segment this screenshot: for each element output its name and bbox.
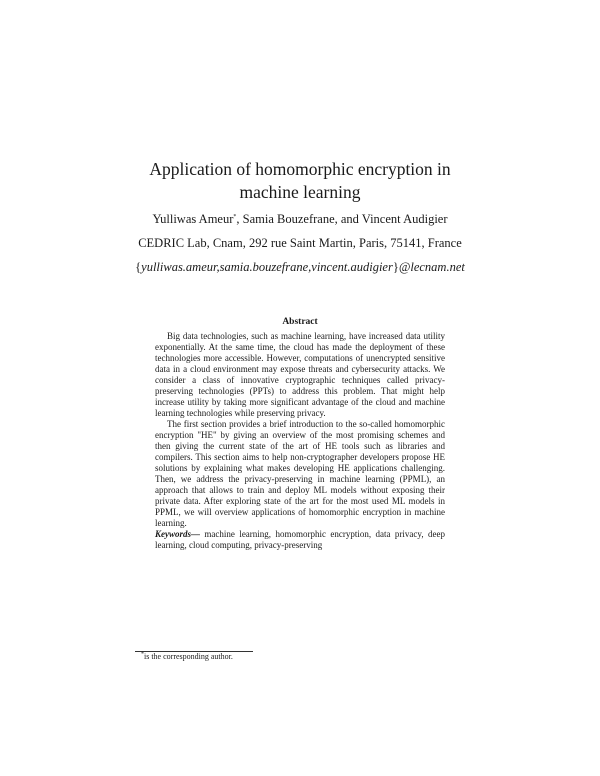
footnote-text: is the corresponding author.: [144, 652, 233, 661]
keywords-text: machine learning, homomorphic encryption, data privacy, deep learning, cloud computing, privacy-preserving: [155, 529, 445, 550]
other-authors: , Samia Bouzefrane, and Vincent Audigier: [236, 212, 448, 226]
author-emails: [0, 260, 600, 275]
abstract-paragraph-1: Big data technologies, such as machine learning, have increased data utility exponentially. At the same time, the cloud has made the deployment of these technologies more accessible. However, computations of unencrypted sensitive data in a cloud environment may expose threats and cybersecurity attacks. We consider a class of innovative cryptographic techniques called privacy-preserving technologies (PPTs) to address this problem. That might help increase utility by taking more significant advantage of the cloud and machine learning technologies while preserving privacy.: [155, 331, 445, 418]
corresponding-author-mark: *: [233, 213, 237, 220]
email-brace-open: {: [135, 260, 142, 274]
paper-title: [0, 158, 600, 204]
email-names: yulliwas.ameur,samia.bouzefrane,vincent.audigier: [141, 260, 393, 274]
title-line-2: machine learning: [239, 182, 361, 202]
title-line-1: Application of homomorphic encryption in: [149, 159, 451, 179]
abstract-paragraph-2: The first section provides a brief introduction to the so-called homomorphic encryption "HE" by giving an overview of the most promising schemes and then giving the current state of the art of HE tools such as libraries and compilers. This section aims to help non-cryptographer developers propose HE solutions by explaining what makes developing HE applications challenging. Then, we address the privacy-preserving in machine learning (PPML), an approach that allows to train and deploy ML models without exposing their private data. After exploring state of the art for the most used ML models in PPML, we will overview applications of homomorphic encryption in machine learning.: [155, 419, 445, 528]
abstract-body: [155, 331, 445, 551]
author-list: [0, 212, 600, 227]
abstract-heading: Abstract: [282, 317, 318, 327]
email-domain: @lecnam.net: [398, 260, 465, 274]
keywords-label: Keywords—: [155, 529, 200, 539]
keywords: [155, 529, 445, 551]
affiliation: CEDRIC Lab, Cnam, 292 rue Saint Martin, Paris, 75141, France: [138, 236, 462, 250]
footnote-mark: *: [141, 651, 144, 658]
footnote: [141, 652, 233, 661]
first-author: Yulliwas Ameur: [152, 212, 234, 226]
email-brace-close: }: [392, 260, 399, 274]
